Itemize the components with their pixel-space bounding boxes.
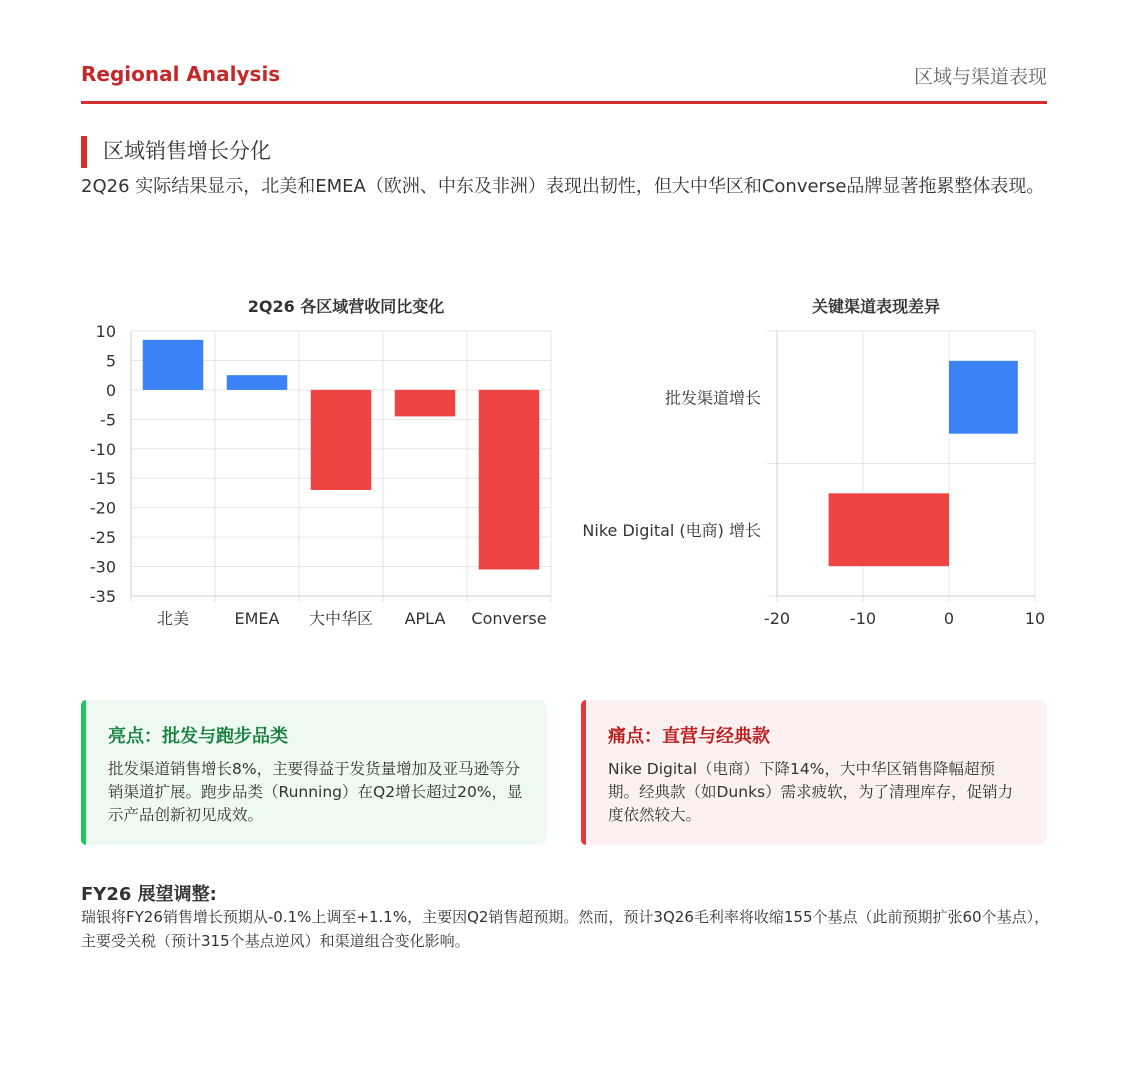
y-tick-label: 0 bbox=[105, 380, 116, 400]
y-tick-label: 10 bbox=[95, 322, 116, 341]
bar-3 bbox=[395, 390, 455, 417]
highlight-card-title: 亮点：批发与跑步品类 bbox=[108, 726, 288, 747]
pain-card-body: Nike Digital（电商）下降14%，大中华区销售降幅超预期。经典款（如Dunks）需求疲软，为了清理库存，促销力度依然较大。 bbox=[608, 760, 1014, 824]
highlight-card bbox=[81, 700, 547, 845]
y-tick-label: -15 bbox=[89, 469, 116, 489]
chart-title: 2Q26 各区域营收同比变化 bbox=[247, 297, 445, 316]
outlook-title: FY26 展望调整: bbox=[81, 884, 217, 905]
y-tick-label: -35 bbox=[89, 587, 116, 606]
y-tick-label: -5 bbox=[100, 410, 116, 430]
x-category-label: APLA bbox=[404, 609, 446, 628]
bar-1 bbox=[829, 493, 949, 566]
y-tick-label: 5 bbox=[105, 351, 116, 371]
y-category-label: 批发渠道增长 bbox=[664, 388, 761, 408]
channel-performance-chart bbox=[570, 290, 1050, 640]
highlight-card-body: 批发渠道销售增长8%，主要得益于发货量增加及亚马逊等分销渠道扩展。跑步品类（Running）在Q2增长超过20%，显示产品创新初见成效。 bbox=[108, 760, 523, 824]
x-tick-label: 0 bbox=[943, 609, 955, 628]
highlight-card-accent bbox=[81, 700, 86, 845]
y-category-label: Nike Digital (电商) 增长 bbox=[582, 520, 761, 540]
bar-4 bbox=[479, 390, 539, 570]
bar-0 bbox=[143, 340, 203, 390]
channel-performance-chart-svg bbox=[570, 290, 1050, 640]
region-revenue-chart-svg bbox=[81, 290, 561, 640]
bar-0 bbox=[949, 361, 1018, 434]
region-revenue-chart bbox=[81, 290, 561, 640]
y-tick-label: -25 bbox=[89, 528, 116, 548]
chart-title: 关键渠道表现差异 bbox=[811, 297, 941, 316]
x-category-label: 北美 bbox=[156, 609, 190, 628]
x-tick-label: -20 bbox=[763, 609, 791, 628]
page-header bbox=[81, 60, 1047, 104]
pain-card-accent bbox=[581, 700, 586, 845]
outlook-body: 瑞银将FY26销售增长预期从-0.1%上调至+1.1%，主要因Q2销售超预期。然而，预计3Q26毛利率将收缩155个基点（此前预期扩张60个基点），主要受关税（预计315个基点逆风）和渠道组合变化影响。 bbox=[81, 908, 1050, 950]
pain-card bbox=[581, 700, 1047, 845]
header-left-title: Regional Analysis bbox=[81, 62, 281, 86]
section-title-text: 区域销售增长分化 bbox=[103, 139, 271, 163]
x-tick-label: 10 bbox=[1024, 609, 1046, 628]
y-tick-label: -10 bbox=[89, 439, 116, 459]
x-category-label: Converse bbox=[471, 609, 547, 628]
pain-card-title: 痛点：直营与经典款 bbox=[608, 726, 770, 747]
x-tick-label: -10 bbox=[849, 609, 877, 628]
y-tick-label: -30 bbox=[89, 557, 116, 577]
bar-1 bbox=[227, 375, 287, 390]
bar-2 bbox=[311, 390, 371, 490]
section-title bbox=[81, 136, 271, 166]
section-intro: 2Q26 实际结果显示，北美和EMEA（欧洲、中东及非洲）表现出韧性，但大中华区和Converse品牌显著拖累整体表现。 bbox=[81, 176, 1045, 197]
x-category-label: EMEA bbox=[234, 609, 280, 628]
section-accent-bar bbox=[81, 136, 87, 168]
x-category-label: 大中华区 bbox=[308, 609, 374, 628]
header-right-title: 区域与渠道表现 bbox=[913, 66, 1047, 88]
y-tick-label: -20 bbox=[89, 498, 116, 518]
